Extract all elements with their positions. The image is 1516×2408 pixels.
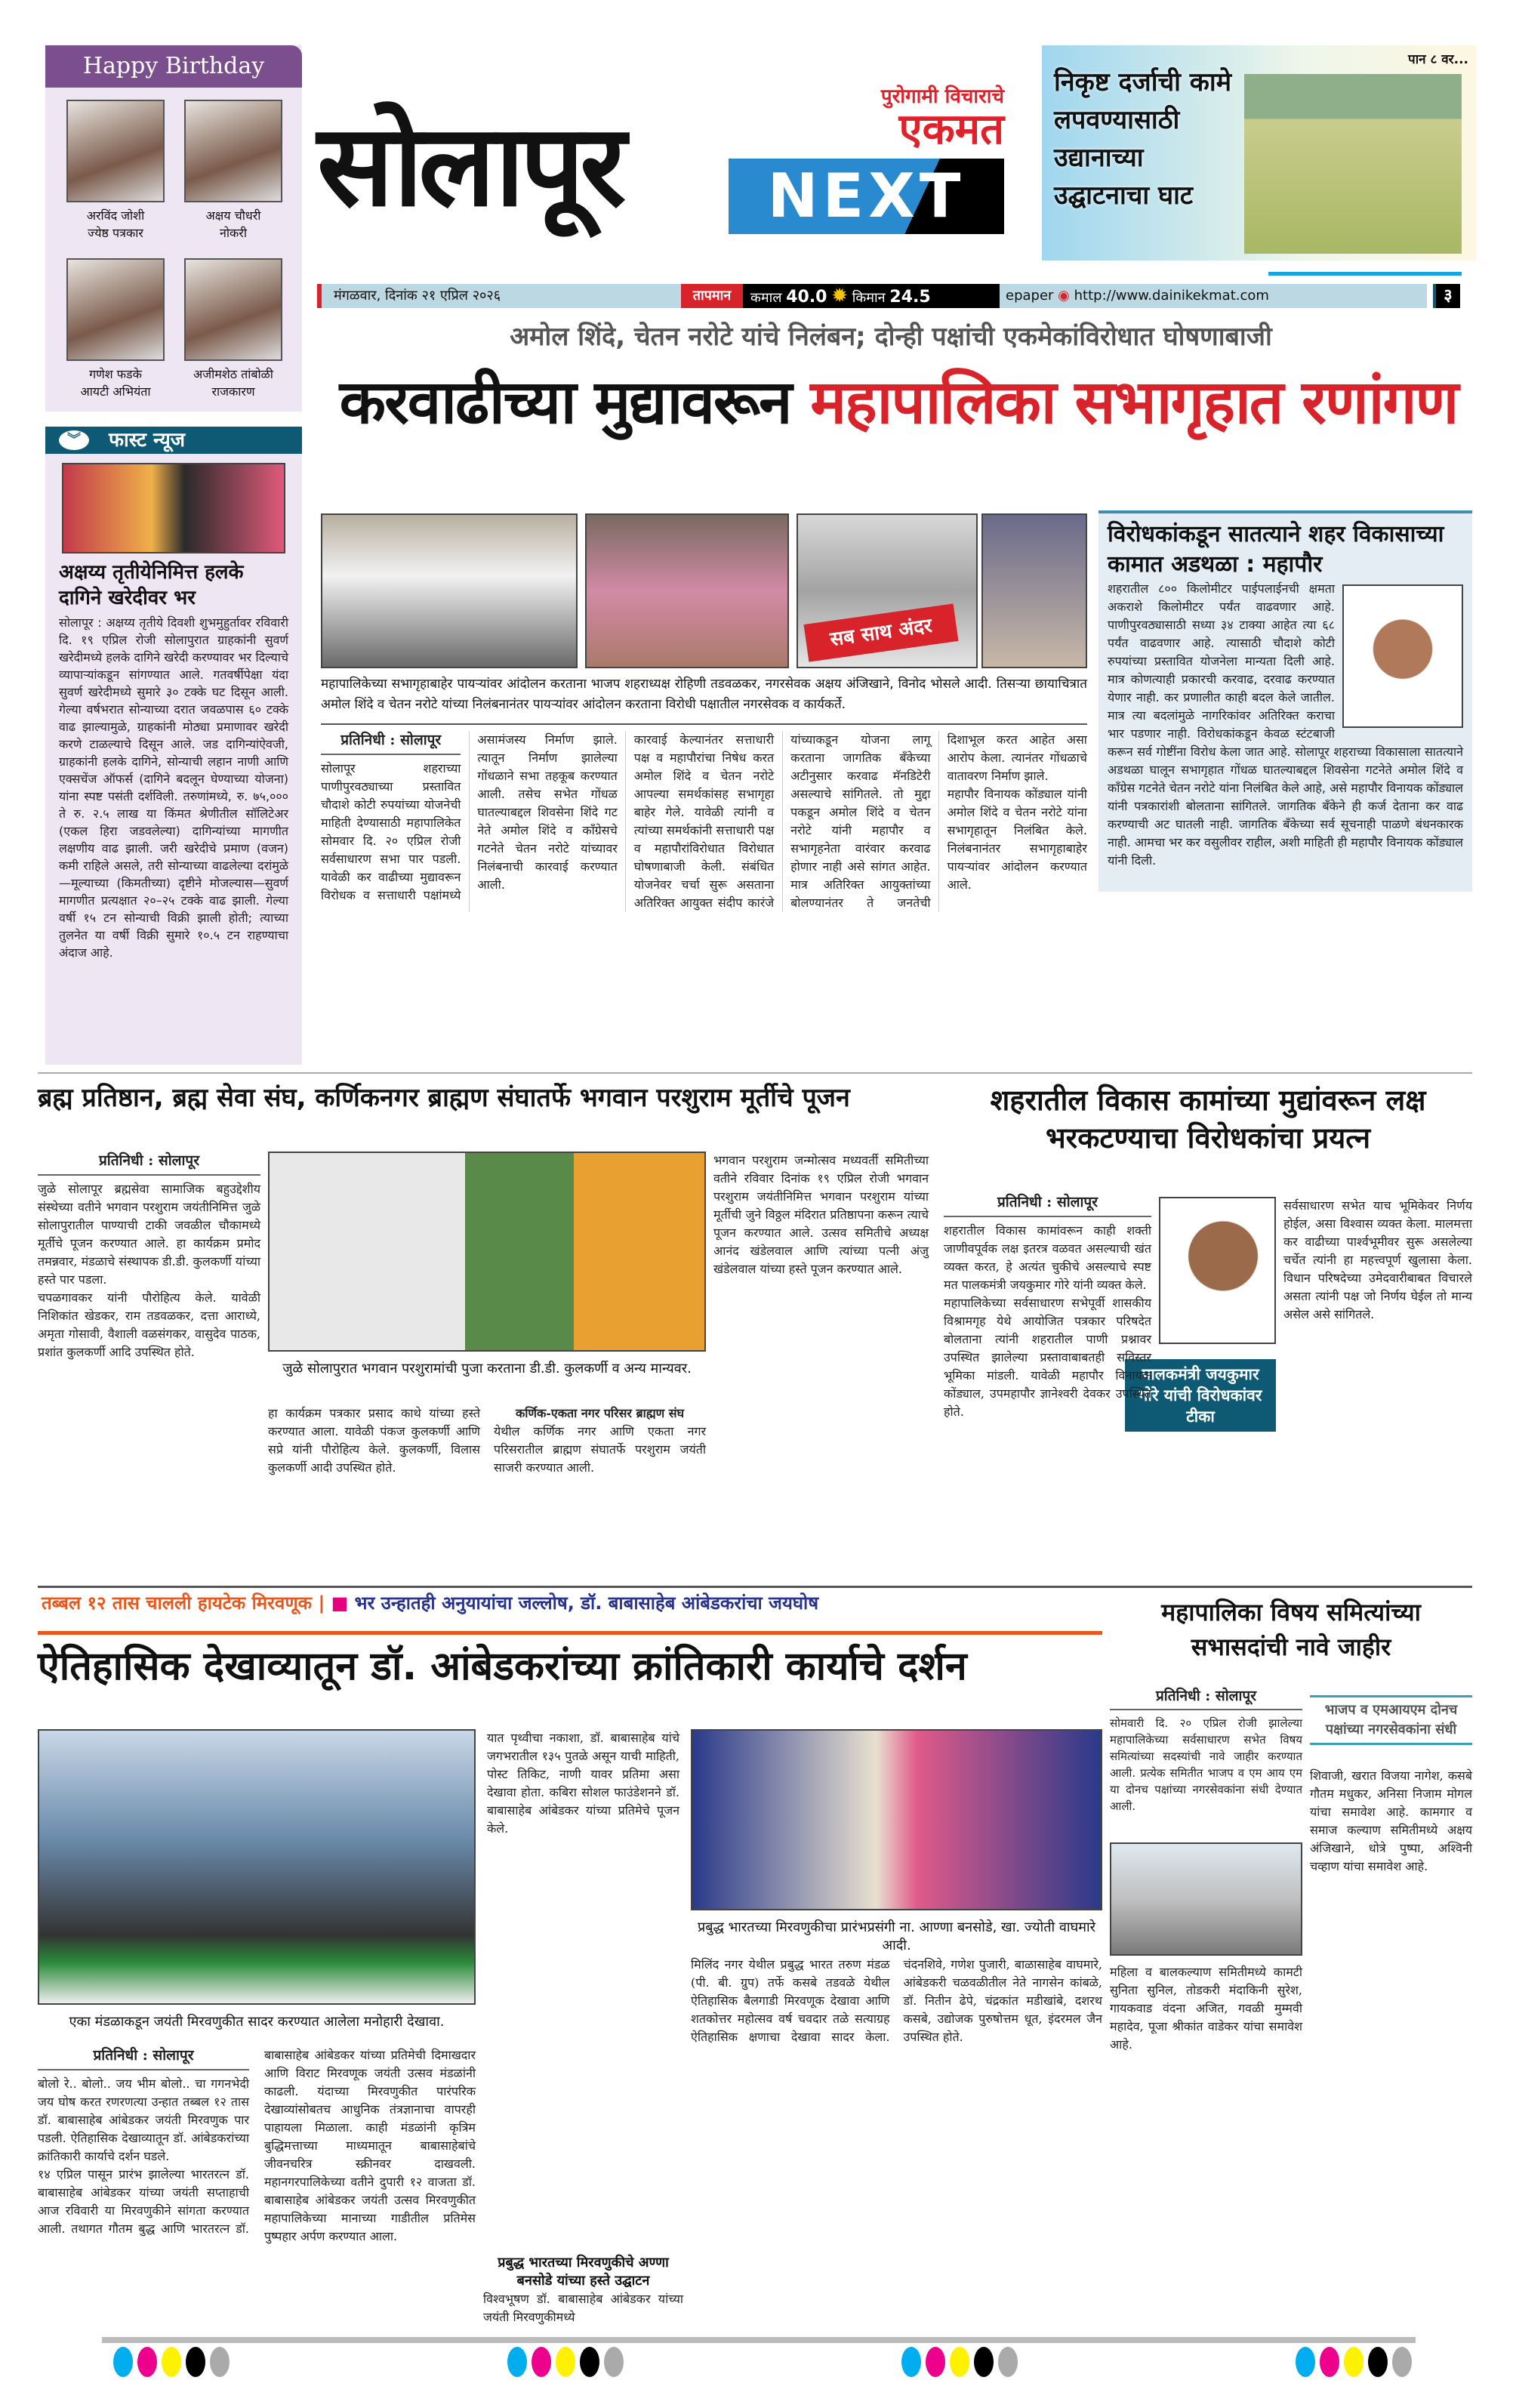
ambedkar-kicker: तब्बल १२ तास चालली हायटेक मिरवणूक | ■ भर उन्हातही अनुयायांचा जल्लोष, डॉ. बाबासाहेब आंबेडकरांचा जयघोष <box>42 1592 819 1614</box>
samiti-col-1: प्रतिनिधी : सोलापूर सोमवारी दि. २० एप्रिल रोजी झालेल्या महापालिकेच्या सर्वसाधारण सभेत विषय समित्यांच्या सदस्यांची नावे जाहीर करण्यात आली. प्रत्येक समितीत भाजप व एम आय एम या दोनच पक्षांच्या नगरसेवकांना संधी देण्यात आली. <box>1110 1688 1302 1813</box>
procession-start-photo <box>691 1729 1102 1910</box>
fast-news-panel: ︾ फास्ट न्यूज अक्षय्य तृतीयेनिमित्त हलके दागिने खरेदीवर भर सोलापूर : अक्षय्य तृतीये दिवशी शुभमुहुर्तावर रविवारी दि. १९ एप्रिल रोजी सोलापुरात ग्राहकांनी सुवर्ण खरेदीमध्ये हलके दागिने खरेदी करण्यावर भर दिल्याचे व्यापाऱ्यांकडून सांगण्यात आले. गतवर्षीपेक्षा यंदा सुवर्ण खरेदीमध्ये सुमारे ३० टक्के घट दिसून आली. गेल्या वर्षभरात सोन्याच्या दरात जवळपास ६० टक्के वाढ झाल्यामुळे, ग्राहकांनी मोठ्या प्रमाणावर खरेदी करणे टाळल्याचे दिसून आले. जड दागिन्यांऐवजी, ग्राहकांनी हलके दागिने, सोन्याची लहान नाणी आणि एक्सचेंज ऑफर्स (दागिने बदलून घेण्याच्या योजना) यांना स्पष्ट पसंती दर्शविली. तरुणांमध्ये, रु. ७५,००० ते रु. २.५ लाख या किंमत श्रेणीतील सॉलिटेअर (एकल हिरा जडवलेल्या) दागिन्यांच्या मागणीत लक्षणीय वाढ झाली. जरी खरेदीचे प्रमाण (वजन) कमी राहिले असले, तरी सोन्याच्या वाढलेल्या दरांमुळे—मूल्याच्या (किमतीच्या) दृष्टीने मोजल्यास—सुवर्ण मागणीत प्रत्यक्षात २०–२५ टक्के वाढ झाली. गेल्या वर्षी १५ टन सोन्याची विक्री झाली होती; त्याच्या तुलनेत या वर्षी विक्री सुमारे १०.५ टन राहण्याचा अंदाज आहे. <box>45 427 302 1065</box>
portrait-photo <box>66 258 165 361</box>
vikas-col-2: सर्वसाधारण सभेत याच भूमिकेवर निर्णय होईल, असा विश्वास व्यक्त केला. मालमत्ता कर वाढीच्या पार्श्वभूमीवर सुरू असलेल्या चर्चेत त्यांनी हा महत्त्वपूर्ण खुलासा केला. विधान परिषदेच्या उमेदवारीबाबत विचारले असता त्यांनी पक्ष जो निर्णय घेईल तो मान्य असेल असे सांगितले. <box>1283 1198 1472 1321</box>
registration-dot <box>950 2347 969 2377</box>
print-bar <box>102 2337 1416 2343</box>
birthday-title: Happy Birthday <box>45 45 302 88</box>
registration-dot <box>998 2347 1018 2377</box>
mayor-statement-box <box>1098 510 1472 892</box>
ambedkar-caption-left: एका मंडळाकडून जयंती मिरवणुकीत सादर करण्यात आलेला मनोहारी देखावा. <box>69 2014 445 2030</box>
page-number: ३ <box>1433 284 1460 308</box>
municipal-building-photo <box>1110 1842 1302 1956</box>
fast-news-text: सोलापूर : अक्षय्य तृतीये दिवशी शुभमुहुर्तावर रविवारी दि. १९ एप्रिल रोजी सोलापुरात ग्राहकांनी सुवर्ण खरेदीमध्ये हलके दागिने खरेदी करण्यावर भर दिल्याचे व्यापाऱ्यांकडून सांगण्यात आले. गतवर्षीपेक्षा यंदा सुवर्ण खरेदीमध्ये सुमारे ३० टक्के घट दिसून आली. गेल्या वर्षभरात सोन्याच्या दरात जवळपास ६० टक्के वाढ झाल्यामुळे, ग्राहकांनी मोठ्या प्रमाणावर खरेदी करणे टाळल्याचे दिसून आले. जड दागिन्यांऐवजी, ग्राहकांनी हलके दागिने, सोन्याची लहान नाणी आणि एक्सचेंज ऑफर्स (दागिने बदलून घेण्याच्या योजना) यांना स्पष्ट पसंती दर्शविली. तरुणांमध्ये, रु. ७५,००० ते रु. २.५ लाख या किंमत श्रेणीतील सॉलिटेअर (एकल हिरा जडवलेल्या) दागिन्यांच्या मागणीत लक्षणीय वाढ झाली. जरी खरेदीचे प्रमाण (वजन) कमी राहिले असले, तरी सोन्याच्या वाढलेल्या दरांमुळे—मूल्याच्या (किमतीच्या) दृष्टीने मोजल्यास—सुवर्ण मागणीत प्रत्यक्षात २०–२५ टक्के वाढ झाली. गेल्या वर्षी १५ टन सोन्याची विक्री झाली होती; त्याच्या तुलनेत या वर्षी विक्री सुमारे १०.५ टन राहण्याचा अंदाज आहे. <box>59 615 288 960</box>
samiti-col-2: महिला व बालकल्याण समितीमध्ये कामटी सुनिता सुनिल, तोडकरी मंदाकिनी सुरेश, गायकवाड वंदना अजित, गवळी मुम्मवी महादेव, पूजा श्रीकांत वाडेकर यांचा समावेश आहे. <box>1110 1965 1302 2052</box>
lead-subheadline: अमोल शिंदे, चेतन नरोटे यांचे निलंबन; दोन्ही पक्षांची एकमेकांविरोधात घोषणाबाजी <box>510 322 1272 352</box>
birthday-panel <box>45 45 302 412</box>
ambedkar-headline: ऐतिहासिक देखाव्यातून डॉ. आंबेडकरांच्या क्रांतिकारी कार्याचे दर्शन <box>38 1644 967 1689</box>
registration-dot <box>1392 2347 1412 2377</box>
portrait-photo <box>184 258 282 361</box>
lead-article-body: प्रतिनिधी : सोलापूर सोलापूर शहराच्या पाणीपुरवठ्याच्या प्रस्तावित चौदाशे कोटी रुपयांच्या योजनेची माहिती देण्यासाठी महापालिकेत सोमवार दि. २० एप्रिल रोजी सर्वसाधारण सभा पार पडली. यावेळी कर वाढीच्या मुद्यावरून विरोधक व सत्ताधारी पक्षांमध्ये असामंजस्य निर्माण झाले. त्यातून निर्माण झालेल्या गोंधळाने सभा तहकूब करण्यात आली. तसेच सभेत गोंधळ घातल्याबद्दल शिवसेना शिंदे गट नेते अमोल शिंदे व काँग्रेसचे गटनेते चेतन नरोटे यांच्यावर निलंबनाची कारवाई करण्यात आली. कारवाई केल्यानंतर सत्ताधारी पक्ष व महापौरांचा निषेध करत अमोल शिंदे व चेतन नरोटे आपल्या समर्थकांसह सभागृहा बाहेर गेले. यावेळी त्यांनी व त्यांच्या समर्थकांनी सत्ताधारी पक्ष व महापौरांविरोधात विरोधात घोषणाबाजी केली. संबंधित योजनेवर चर्चा सुरू असताना अतिरिक्त आयुक्त संदीप कारंजे यांच्याकडून योजना लागू करताना जागतिक बँकेच्या अटीनुसार करवाढ मॅनडिटेरी असल्याचे सांगितले. तो मुद्दा पकडून अमोल शिंदे व चेतन नरोटे यांनी महापौर व सभागृहनेता वारंवार करवाढ होणार नाही असे सांगत आहेत. मात्र अतिरिक्त आयुक्तांच्या बोलण्यानंतर ते जनतेची दिशाभूल करत आहेत असा आरोप केला. त्यानंतर गोंधळाचे वातावरण निर्माण झाले. महापौर विनायक कोंड्याल यांनी अमोल शिंदे व चेतन नरोटे यांना सभागृहातून निलंबित केले. निलंबनानंतर सभागृहाबाहेर पायऱ्यांवर आंदोलन करण्यात आले. <box>321 732 1087 910</box>
parashuram-col-2: हा कार्यक्रम पत्रकार प्रसाद काथे यांच्या हस्ते करण्यात आला. यावेळी पंकज कुलकर्णी आणि सप्रे यांनी पौरोहित्य केले. कुलकर्णी, विलास कुलकर्णी आदी उपस्थित होते. कर्णिक-एकता नगर परिसर ब्राह्मण संघ येथील कर्णिक नगर आणि एकता नगर परिसरातील ब्राह्मण संघातर्फे परशुराम जयंती साजरी करण्यात आली. <box>268 1406 706 1475</box>
page-reference[interactable]: पान ८ वर... <box>1408 52 1468 67</box>
registration-dot <box>532 2347 551 2377</box>
ambedkar-caption-right: प्रबुद्ध भारतच्या मिरवणुकीचा प्रारंभप्रसंगी ना. आण्णा बनसोडे, खा. ज्योती वाघमारे आदी. <box>697 1919 1096 1953</box>
birthday-person: अक्षय चौधरी नोकरी <box>184 100 282 242</box>
mayor-text: शहरातील ८०० किलोमीटर पाईपलाईनची क्षमता अकराशे किलोमीटर पर्यंत वाढवणार आहे. पाणीपुरवठ्यासाठी सध्या ३४ टाक्या आहेत त्या ६८ पर्यंत वाढवणार आहे. त्यासाठी चौदाशे कोटी रुपयांच्या प्रस्तावित योजनेला मान्यता दिली आहे. मात्र कोणत्याही प्रकारची करवाढ, दरवाढ करण्यात येणार नाही. कर प्रणालीत काही बदल केले जातील. मात्र त्या बदलांमुळे नागरिकांवर अतिरिक्त कराचा भार पडणार नाही. विरोधकांकडून केवळ स्टंटबाजी करून सर्व गोष्टींना विरोध केला जात आहे. सोलापूर शहराच्या विकासाला सातत्याने अडथळा घालून सभागृहात गोंधळ घातल्याबद्दल शिवसेना गटनेते अमोल शिंदे व काँग्रेस गटनेते चेतन नरोटे यांना निलंबित केले आहे, असे महापौर विनायक कोंड्याल यांनी पत्रकारांशी बोलताना सांगितले. जागतिक बँकेने ही कर्ज देताना कर वाढ करण्याची अट घातली नाही. जागतिक बँकेच्या सर्व सूचनाही पाळणे बंधनकारक नाही. आमचा भर कर वसुलीवर राहील, अशी माहिती ही महापौर विनायक कोंड्याल यांनी दिली. <box>1108 581 1463 868</box>
registration-dot <box>926 2347 945 2377</box>
temperature-readout: कमाल 40.0 ✹ किमान 24.5 <box>743 284 1000 308</box>
divider <box>321 723 1087 725</box>
birthday-person: गणेश फडके आयटी अभियंता <box>66 258 165 400</box>
issue-date: मंगळवार, दिनांक २१ एप्रिल २०२६ <box>334 288 501 304</box>
fast-news-headline: अक्षय्य तृतीयेनिमित्त हलके दागिने खरेदीवर भर <box>59 561 244 609</box>
mayor-headline: विरोधकांकडून सातत्याने शहर विकासाच्या कामात अडथळा : महापौर <box>1108 521 1444 578</box>
temperature-label: तापमान <box>681 284 743 308</box>
masthead-brand-logo: एकमत <box>898 105 1004 154</box>
promo-headline: निकृष्ट दर्जाची कामे लपवण्यासाठी उद्यानाच्या उद्घाटनाचा घाट <box>1054 67 1232 211</box>
registration-dot <box>507 2347 527 2377</box>
max-temp: 40.0 <box>786 288 827 307</box>
samiti-highlight-box: भाजप व एमआयएम दोनच पक्षांच्या नगरसेवकांना संधी <box>1310 1695 1472 1745</box>
protest-photo <box>585 513 789 668</box>
registration-dot <box>580 2347 599 2377</box>
divider <box>1268 272 1462 276</box>
vikas-headline: शहरातील विकास कामांच्या मुद्यांवरून लक्ष भरकटण्याचा विरोधकांचा प्रयत्न <box>990 1084 1426 1155</box>
registration-dot <box>113 2347 133 2377</box>
registration-dot <box>1368 2347 1388 2377</box>
registration-dot <box>210 2347 230 2377</box>
samiti-col-3: शिवाजी, खरात विजया नागेश, कसबे गौतम मधुकर, अनिसा निजाम मोगल यांचा समावेश आहे. कामगार व समाज कल्याण समितीमध्ये अक्षय अंजिखाने, धोत्रे पुष्पा, अश्विनी चव्हाण यांचा समावेश आहे. <box>1310 1768 1472 1873</box>
ambedkar-inner-box: प्रबुद्ध भारतच्या मिरवणुकीचे अण्णा बनसोडे यांच्या हस्ते उद्घाटन विश्वभूषण डॉ. बाबासाहेब आंबेडकर यांच्या जयंती मिरवणुकीमध्ये <box>483 2255 683 2324</box>
protest-banner: सब साथ अंदर <box>803 603 958 661</box>
birthday-person: अजीमशेठ तांबोळी राजकारण <box>184 258 282 400</box>
registration-dot <box>1344 2347 1363 2377</box>
portrait-photo <box>66 100 165 202</box>
registration-dot <box>1320 2347 1339 2377</box>
registration-dot <box>974 2347 994 2377</box>
ambedkar-col-3: मिलिंद नगर येथील प्रबुद्ध भारत तरुण मंडळ (पी. बी. ग्रुप) तर्फे कसबे तडवळे येथील ऐतिहासिक बैलगाडी मिरवणूक देखावा आणि शतकोत्तर महोत्सव वर्ष चवदार तळे सत्याग्रह ऐतिहासिक क्षणाचा देखावा सादर केला. चंदनशिवे, गणेश पुजारी, बाळासाहेब वाघमारे, आंबेडकरी चळवळीतील नेते नागसेन कांबळे, डॉ. नितीन ढेपे, चंद्रकांत मडीखांबे, दशरथ कसबे, उद्योजक पुरुषोत्तम धूत, इंदरमल जैन उपस्थित होते. <box>691 1957 1102 2044</box>
vikas-col-1: प्रतिनिधी : सोलापूर शहरातील विकास कामांवरून काही शक्ती जाणीवपूर्वक लक्ष इतरत्र वळवत असल्याची खंत व्यक्त करत, हे अत्यंत चुकीचे असल्याचे स्पष्ट मत पालकमंत्री जयकुमार गोरे यांनी व्यक्त केले. महापालिकेच्या सर्वसाधारण सभेपूर्वी शासकीय विश्रामगृह येथे आयोजित पत्रकार परिषदेत बोलताना त्यांनी शहरातील पाणी प्रश्नावर उपस्थित झालेल्या प्रस्तावाबाबतही सविस्तर भूमिका मांडली. यावेळी महापौर विनायक कोंड्याल, उपमहापौर ज्ञानेश्वरी देवकर उपस्थित होते. <box>944 1194 1151 1419</box>
parashuram-headline: ब्रह्म प्रतिष्ठान, ब्रह्म सेवा संघ, कर्णिकनगर ब्राह्मण संघातर्फे भगवान परशुराम मूर्तीचे पूजन <box>38 1083 850 1113</box>
sun-icon: ✹ <box>831 285 849 307</box>
promo-box[interactable] <box>1042 45 1476 261</box>
birthday-person: अरविंद जोशी ज्येष्ठ पत्रकार <box>66 100 165 242</box>
guardian-minister-photo <box>1159 1197 1276 1344</box>
ambedkar-col-2: यात पृथ्वीचा नकाशा, डॉ. बाबासाहेब यांचे जगभरातील १३५ पुतळे असून याची माहिती, पोस्ट तिकिट, नाणी यावर प्रतिमा असा देखावा होता. कबिरा सोशल फाउंडेशनने डॉ. बाबासाहेब आंबेडकर यांच्या प्रतिमेचे पूजन केले. <box>487 1731 679 1836</box>
chevron-down-icon: ︾ <box>59 430 89 450</box>
color-registration-marks <box>0 2347 1516 2377</box>
vikas-pull-quote: पालकमंत्री जयकुमार गोरे यांची विरोधकांवर टीका <box>1125 1359 1276 1432</box>
next-logo: NEXT <box>729 159 1004 234</box>
parashuram-subhead: कर्णिक-एकता नगर परिसर ब्राह्मण संघ <box>515 1406 685 1420</box>
divider <box>38 1631 1102 1635</box>
registration-dot <box>1296 2347 1315 2377</box>
mayor-photo <box>1342 584 1463 728</box>
ambedkar-tableau-photo <box>38 1729 476 2005</box>
garden-photo <box>1244 74 1462 254</box>
ambedkar-col-1: प्रतिनिधी : सोलापूर बोलो रे.. बोलो.. जय भीम बोलो.. चा गगनभेदी जय घोष करत रणरणत्या उन्हात तब्बल १२ तास डॉ. बाबासाहेब आंबेडकर जयंती मिरवणुक पार पडली. ऐतिहासिक देखाव्यातून डॉ. आंबेडकरांच्या क्रांतिकारी कार्याचे दर्शन घडले. १४ एप्रिल पासून प्रारंभ झालेल्या भारतरत्न डॉ. बाबासाहेब आंबेडकर यांच्या जयंती सप्ताहाची आज रविवारी या मिरवणुकीने सांगता करण्यात आली. तथागत गौतम बुद्ध आणि भारतरत्न डॉ. बाबासाहेब आंबेडकर यांच्या प्रतिमेची दिमाखदार आणि विराट मिरवणूक जयंती उत्सव मंडळांनी काढली. यंदाच्या मिरवणुकीत पारंपरिक देखाव्यांसोबतच आधुनिक तंत्रज्ञानाचा वापरही पाहायला मिळाला. काही मंडळांनी कृत्रिम बुद्धिमत्ताच्या माध्यमातून बाबासाहेबांचे जीवनचरित्र स्क्रीनवर दाखवली. महानगरपालिकेच्या वतीने दुपारी १२ वाजता डॉ. बाबासाहेब आंबेडकर जयंती उत्सव मिरवणुकीत महापालिकेच्या मानाच्या गाडीतील प्रतिमेस पुष्पहार अर्पण करण्यात आला. <box>38 2047 476 2243</box>
masthead-city: सोलापूर <box>317 100 622 232</box>
masthead-tagline: पुरोगामी विचाराचे <box>880 85 1004 108</box>
protest-photo <box>321 513 578 668</box>
cursor-icon: ◉ <box>1058 288 1070 304</box>
registration-dot <box>604 2347 624 2377</box>
jewellery-photo <box>62 463 285 553</box>
parashuram-caption: जुळे सोलापुरात भगवान परशुरामांची पुजा करताना डी.डी. कुलकर्णी व अन्य मान्यवर. <box>282 1361 692 1377</box>
min-temp: 24.5 <box>889 288 931 307</box>
samiti-headline: महापालिका विषय समित्यांच्या सभासदांची नावे जाहीर <box>1161 1598 1421 1661</box>
lead-headline: करवाढीच्या मुद्यावरून महापालिका सभागृहात रणांगण <box>339 367 1458 437</box>
protest-photo <box>797 513 978 668</box>
protest-photo <box>981 513 1087 668</box>
parashuram-col-1: प्रतिनिधी : सोलापूर जुळे सोलापूर ब्रह्मसेवा सामाजिक बहुउद्देशीय संस्थेच्या वतीने भगवान परशुराम जयंतीनिमित्त जुळे सोलापुरातील पाण्याची टाकी जवळील चौकामध्ये मूर्तीचे पूजन करण्यात आले. हा कार्यक्रम प्रमोद तमन्नवार, मंडळाचे संस्थापक डी.डी. कुलकर्णी यांच्या हस्ते पार पडला. चपळगावकर यांनी पौरोहित्य केले. यावेळी निशिकांत खेडकर, राम तडवळकर, दत्ता आराध्ये, अमृता गोसावी, वैशाली वळसंगकर, वासुदेव पाठक, प्रशांत कुलकर्णी आदि उपस्थित होते. <box>38 1152 260 1359</box>
registration-dot <box>186 2347 205 2377</box>
epaper-link[interactable]: epaper ◉ http://www.dainikekmat.com <box>1006 288 1269 304</box>
date-bar <box>317 284 1427 308</box>
divider <box>38 1072 1472 1074</box>
registration-dot <box>556 2347 575 2377</box>
divider <box>38 1586 1472 1588</box>
registration-dot <box>137 2347 157 2377</box>
lead-photo-caption: महापालिकेच्या सभागृहाबाहेर पायऱ्यांवर आंदोलन करताना भाजप शहराध्यक्ष रोहिणी तडवळकर, नगरसेवक अक्षय अंजिखाने, विनोद भोसले आदी. तिसऱ्या छायाचित्रात अमोल शिंदे व चेतन नरोटे यांच्या निलंबनानंतर पायऱ्यांवर आंदोलन करताना विरोधी पक्षातील नगरसेवक व कार्यकर्ते. <box>321 677 1087 712</box>
portrait-photo <box>184 100 282 202</box>
registration-dot <box>901 2347 921 2377</box>
registration-dot <box>162 2347 181 2377</box>
parashuram-col-3: भगवान परशुराम जन्मोत्सव मध्यवर्ती समितीच्या वतीने रविवार दिनांक १९ एप्रिल रोजी भगवान परशुराम जयंतीनिमित्त भगवान परशुराम यांच्या मूर्तीची जुने विठ्ठल मंदिरात प्रतिष्ठापना करून त्याचे पूजन करण्यात आले. उत्सव समितीचे अध्यक्ष आनंद खंडेलवाल आणि त्यांच्या पत्नी अंजु खंडेलवाल यांच्या हस्ते पूजन करण्यात आले. <box>713 1153 929 1276</box>
parashuram-pooja-photo <box>268 1152 706 1352</box>
